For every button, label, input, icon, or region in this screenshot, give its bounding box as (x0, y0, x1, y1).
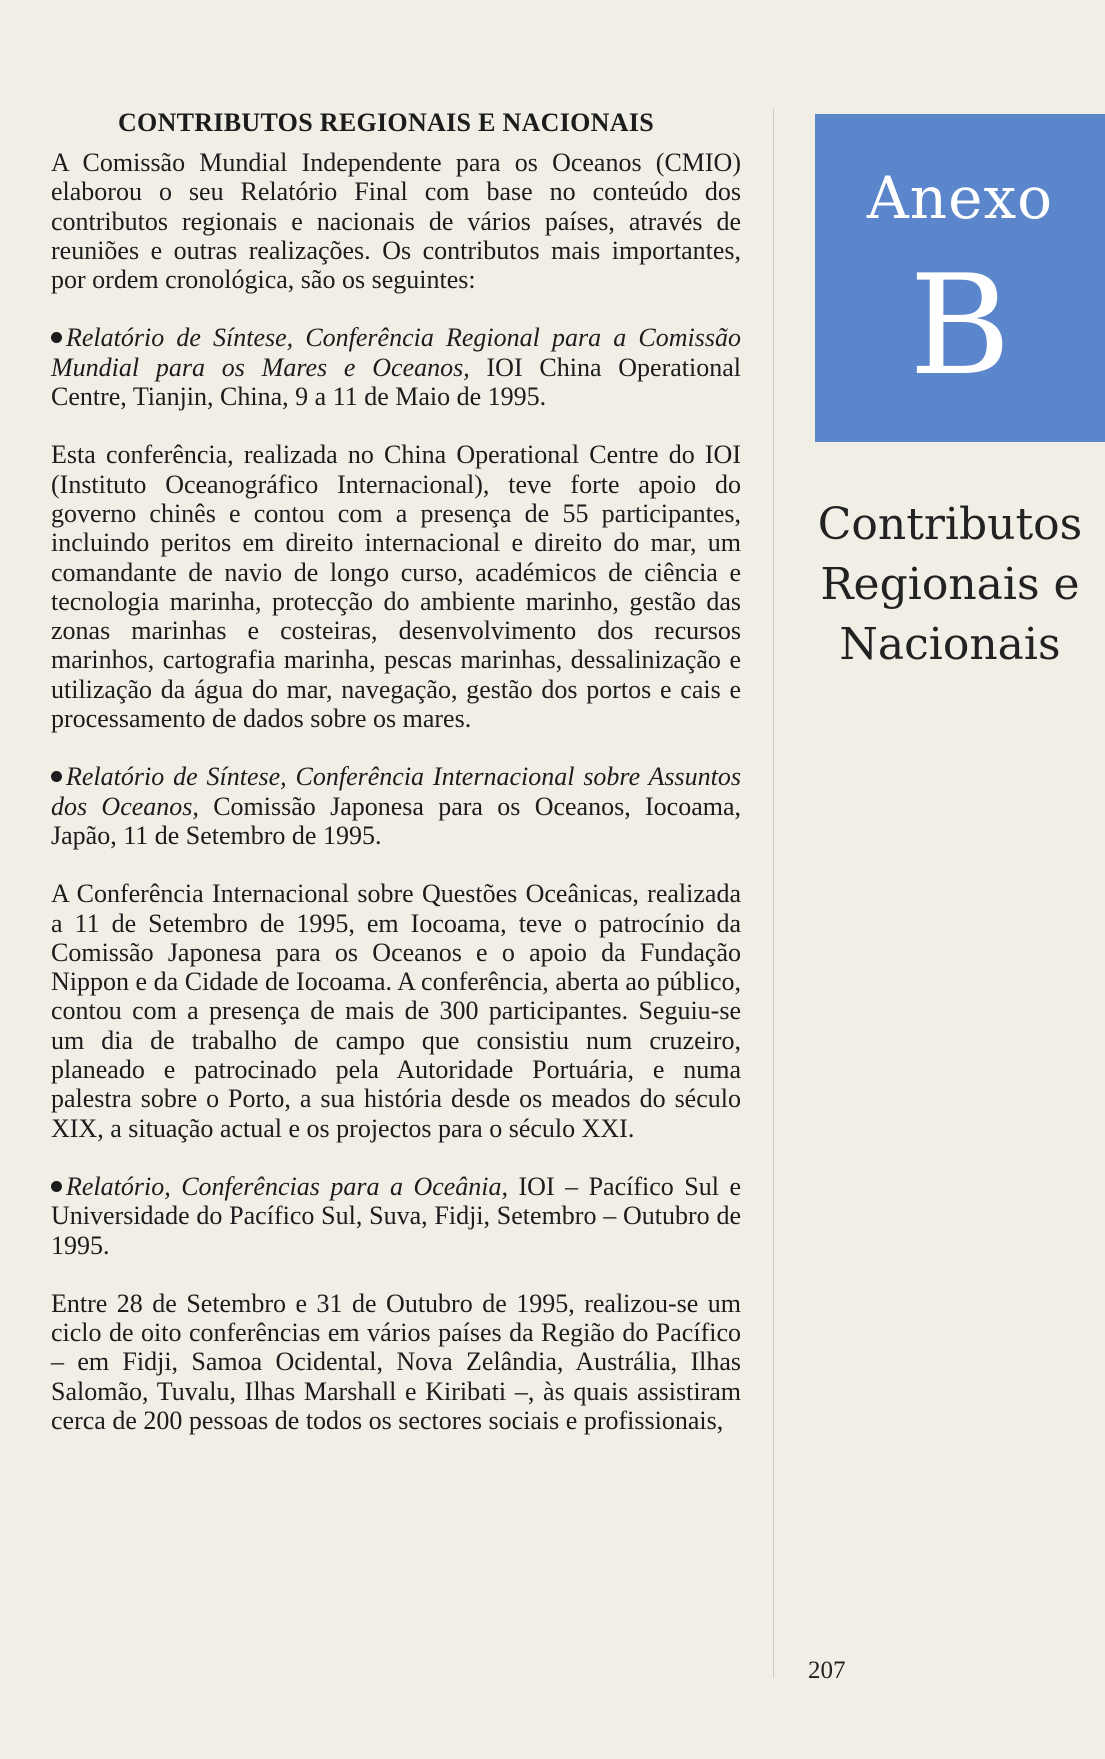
chapter-side-title (805, 495, 1095, 675)
entry-title-italic: Relatório de Síntese, Conferência Internacional sobre Assuntos dos Oceanos, (51, 762, 741, 821)
side-title-line: Contributos (817, 499, 1083, 550)
entry-title-rest: Comissão Japonesa para os Oceanos, Iocoama, Japão, 11 de Setembro de 1995. (51, 791, 742, 850)
column-divider (773, 108, 774, 1678)
main-text-column (51, 108, 741, 1464)
annex-letter: B (909, 245, 1011, 406)
intro-paragraph: A Comissão Mundial Independente para os Oceanos (CMIO) elaborou o seu Relatório Final com base no conteúdo dos contributos regionais e nacionais de vários países, através de reuniões e outras realizações. Os contributos mais importantes, por ordem cronológica, são os seguintes: (51, 148, 741, 295)
side-title-line: Regionais e (820, 559, 1080, 610)
entry-title-3 (51, 1172, 741, 1260)
side-title-line: Nacionais (839, 619, 1061, 670)
page-number: 207 (808, 1657, 846, 1684)
section-heading: CONTRIBUTOS REGIONAIS E NACIONAIS (117, 108, 655, 137)
entry-title-rest: IOI – Pacífico Sul e Universidade do Pacífico Sul, Suva, Fidji, Setembro – Outubro de 1995. (51, 1171, 741, 1260)
annex-word: Anexo (866, 164, 1054, 232)
entry-title-1 (51, 323, 741, 411)
bullet-icon (51, 771, 62, 782)
entry-body-2: A Conferência Internacional sobre Questões Oceânicas, realizada a 11 de Setembro de 1995, em Iocoama, teve o patrocínio da Comissão Japonesa para os Oceanos e o apoio da Fundação Nippon e da Cidade de Iocoama. A conferência, aberta ao público, contou com a presença de mais de 300 participantes. Seguiu-se um dia de trabalho de campo que consistiu num cruzeiro, planeado e patrocinado pela Autoridade Portuária, e numa palestra sobre o Porto, a sua história desde os meados do século XIX, a situação actual e os projectos para o século XXI. (51, 879, 741, 1143)
entry-title-rest: IOI China Operational Centre, Tianjin, China, 9 a 11 de Maio de 1995. (51, 352, 741, 412)
entry-title-italic: Relatório de Síntese, Conferência Regional para a Comissão Mundial para os Mares e Oceanos, (51, 323, 741, 382)
entry-body-1: Esta conferência, realizada no China Operational Centre do IOI (Instituto Oceanográfico Internacional), teve forte apoio do governo chinês e contou com a presença de 55 participantes, incluindo peritos em direito internacional e direito do mar, um comandante de navio de longo curso, académicos de ciência e tecnologia marinha, protecção do ambiente marinho, gestão das zonas marinhas e costeiras, desenvolvimento dos recursos marinhos, cartografia marinha, pescas marinhas, dessalinização e utilização da água do mar, navegação, gestão dos portos e cais e processamento de dados sobre os mares. (51, 440, 741, 734)
bullet-icon (51, 332, 62, 343)
entry-title-2 (51, 762, 741, 850)
bullet-icon (51, 1181, 62, 1192)
entry-body-3: Entre 28 de Setembro e 31 de Outubro de 1995, realizou-se um ciclo de oito conferências em vários países da Região do Pacífico – em Fidji, Samoa Ocidental, Nova Zelândia, Austrália, Ilhas Salomão, Tuvalu, Ilhas Marshall e Kiribati –, às quais assistiram cerca de 200 pessoas de todos os sectores sociais e profissionais, (51, 1288, 741, 1435)
entry-title-italic: Relatório, Conferências para a Oceânia, (66, 1171, 509, 1201)
annex-label-box (815, 114, 1105, 442)
